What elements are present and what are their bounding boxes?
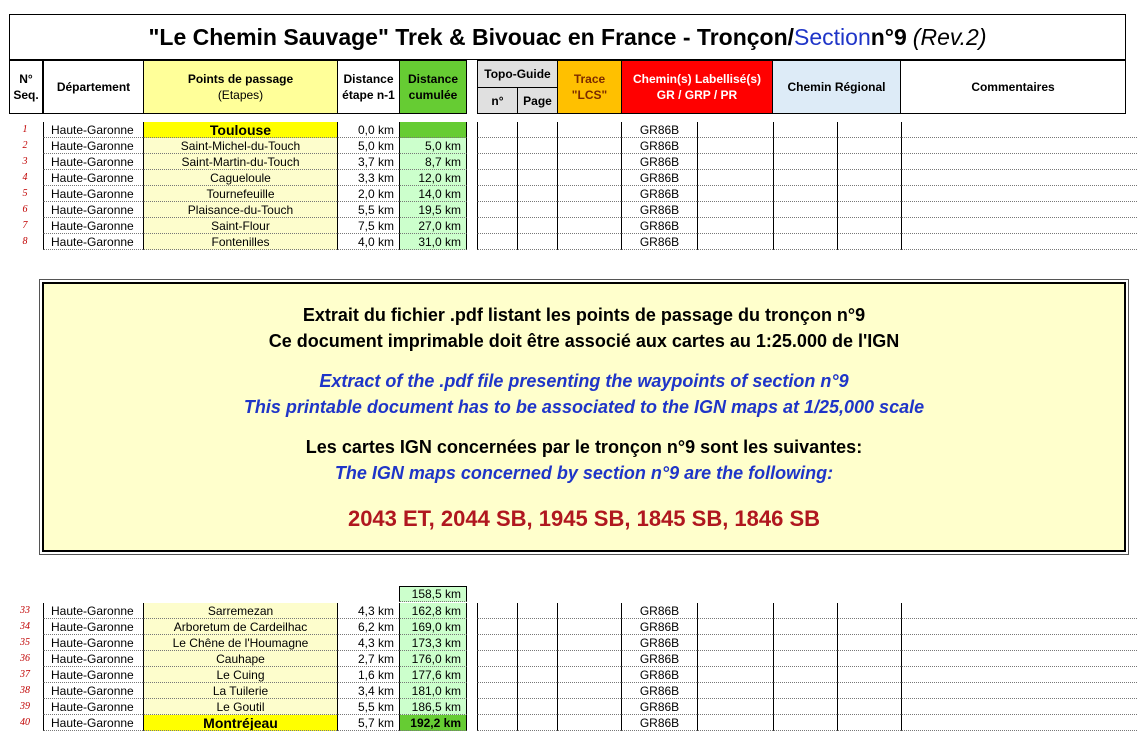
row-empty (837, 635, 901, 651)
row-empty (697, 234, 773, 250)
row-seq: 3 (22, 156, 28, 167)
row-chemin-labellise: GR86B (621, 170, 697, 186)
row-departement: Haute-Garonne (43, 122, 143, 138)
row-seq: 6 (22, 204, 28, 215)
row-topo-page (517, 619, 557, 635)
row-departement: Haute-Garonne (43, 715, 143, 731)
row-trace (557, 619, 621, 635)
row-distance-etape: 4,3 km (337, 603, 399, 619)
row-trace (557, 122, 621, 138)
row-chemin-regional (773, 170, 837, 186)
row-topo-number (477, 667, 517, 683)
row-chemin-labellise: GR86B (621, 651, 697, 667)
row-empty (697, 635, 773, 651)
row-chemin-regional (773, 122, 837, 138)
row-chemin-regional (773, 635, 837, 651)
row-chemin-regional (773, 715, 837, 731)
row-chemin-regional (773, 218, 837, 234)
row-chemin-labellise: GR86B (621, 619, 697, 635)
row-empty (697, 699, 773, 715)
row-departement: Haute-Garonne (43, 154, 143, 170)
panel-fr-line2: Ce document imprimable doit être associé aux cartes au 1:25.000 de l'IGN (268, 331, 900, 351)
row-empty (697, 186, 773, 202)
row-chemin-labellise: GR86B (621, 122, 697, 138)
header-chemin-regional: Chemin Régional (772, 60, 901, 114)
row-departement: Haute-Garonne (43, 202, 143, 218)
row-distance-etape: 2,0 km (337, 186, 399, 202)
header-distance-cumulee: Distance cumulée (399, 60, 467, 114)
panel-en-line2: This printable document has to be associated to the IGN maps at 1/25,000 scale (243, 397, 925, 417)
row-chemin-labellise: GR86B (621, 186, 697, 202)
row-distance-cumulee: 27,0 km (399, 218, 467, 234)
row-distance-etape: 5,0 km (337, 138, 399, 154)
row-seq: 5 (22, 188, 28, 199)
row-topo-number (477, 683, 517, 699)
row-departement: Haute-Garonne (43, 138, 143, 154)
row-commentaire (901, 715, 1137, 731)
row-point-de-passage: Saint-Martin-du-Touch (143, 154, 337, 170)
row-commentaire (901, 218, 1137, 234)
carry-over-cumul: 158,5 km (399, 586, 467, 602)
header-topo-guide: Topo-Guide (477, 60, 558, 88)
title-main: "Le Chemin Sauvage" Trek & Bivouac en France - Tronçon/ (148, 23, 795, 50)
row-topo-page (517, 699, 557, 715)
row-distance-cumulee: 8,7 km (399, 154, 467, 170)
header-chemins-labellises (621, 60, 773, 114)
row-distance-etape: 4,0 km (337, 234, 399, 250)
panel-en-line1: Extract of the .pdf file presenting the waypoints of section n°9 (319, 371, 849, 391)
row-distance-etape: 3,7 km (337, 154, 399, 170)
row-distance-etape: 3,3 km (337, 170, 399, 186)
row-chemin-regional (773, 603, 837, 619)
row-distance-etape: 6,2 km (337, 619, 399, 635)
row-commentaire (901, 154, 1137, 170)
row-distance-cumulee: 162,8 km (399, 603, 467, 619)
row-seq: 8 (22, 236, 28, 247)
row-empty (697, 122, 773, 138)
row-topo-number (477, 202, 517, 218)
row-trace (557, 715, 621, 731)
panel-fr-line3: Les cartes IGN concernées par le tronçon n°9 sont les suivantes: (305, 437, 863, 457)
row-chemin-labellise: GR86B (621, 699, 697, 715)
row-topo-page (517, 683, 557, 699)
row-topo-page (517, 603, 557, 619)
row-distance-cumulee: 173,3 km (399, 635, 467, 651)
row-point-de-passage: Cagueloule (143, 170, 337, 186)
row-seq: 34 (20, 621, 30, 632)
row-trace (557, 170, 621, 186)
row-topo-number (477, 603, 517, 619)
header-seq: N° Seq. (9, 60, 43, 114)
panel-en-line3: The IGN maps concerned by section n°9 are the following: (334, 463, 834, 483)
row-empty (837, 202, 901, 218)
row-distance-cumulee (399, 122, 467, 138)
row-commentaire (901, 667, 1137, 683)
row-chemin-labellise: GR86B (621, 218, 697, 234)
row-chemin-regional (773, 186, 837, 202)
row-distance-etape: 5,7 km (337, 715, 399, 731)
row-empty (837, 683, 901, 699)
row-distance-etape: 5,5 km (337, 202, 399, 218)
row-commentaire (901, 202, 1137, 218)
header-points (143, 60, 338, 114)
header-chemins-line1: Chemin(s) Labellisé(s) (632, 72, 762, 86)
row-distance-etape: 4,3 km (337, 635, 399, 651)
row-distance-etape: 3,4 km (337, 683, 399, 699)
row-distance-cumulee: 192,2 km (399, 715, 467, 731)
row-seq: 38 (20, 685, 30, 696)
row-trace (557, 667, 621, 683)
row-departement: Haute-Garonne (43, 186, 143, 202)
row-distance-cumulee: 19,5 km (399, 202, 467, 218)
row-commentaire (901, 683, 1137, 699)
row-topo-page (517, 234, 557, 250)
row-topo-page (517, 122, 557, 138)
header-trace-line2: "LCS" (571, 88, 608, 102)
row-seq: 35 (20, 637, 30, 648)
row-chemin-labellise: GR86B (621, 202, 697, 218)
row-point-de-passage: Toulouse (143, 122, 337, 138)
row-chemin-labellise: GR86B (621, 154, 697, 170)
row-empty (697, 651, 773, 667)
row-chemin-regional (773, 154, 837, 170)
row-seq: 39 (20, 701, 30, 712)
row-departement: Haute-Garonne (43, 651, 143, 667)
row-topo-page (517, 202, 557, 218)
row-departement: Haute-Garonne (43, 667, 143, 683)
row-distance-cumulee: 169,0 km (399, 619, 467, 635)
row-empty (837, 651, 901, 667)
row-commentaire (901, 234, 1137, 250)
row-empty (837, 154, 901, 170)
row-commentaire (901, 619, 1137, 635)
row-empty (837, 699, 901, 715)
page-title (9, 14, 1126, 60)
row-empty (837, 138, 901, 154)
row-point-de-passage: Le Cuing (143, 667, 337, 683)
row-topo-number (477, 186, 517, 202)
row-trace (557, 651, 621, 667)
row-departement: Haute-Garonne (43, 683, 143, 699)
row-topo-number (477, 715, 517, 731)
row-empty (837, 619, 901, 635)
row-distance-etape: 7,5 km (337, 218, 399, 234)
row-departement: Haute-Garonne (43, 619, 143, 635)
row-point-de-passage: Fontenilles (143, 234, 337, 250)
row-commentaire (901, 603, 1137, 619)
row-topo-number (477, 234, 517, 250)
info-panel (42, 282, 1126, 552)
row-empty (697, 603, 773, 619)
row-point-de-passage: Le Chêne de l'Houmagne (143, 635, 337, 651)
row-distance-etape: 5,5 km (337, 699, 399, 715)
row-empty (697, 683, 773, 699)
row-trace (557, 699, 621, 715)
row-distance-cumulee: 176,0 km (399, 651, 467, 667)
row-topo-number (477, 170, 517, 186)
row-topo-number (477, 635, 517, 651)
row-chemin-regional (773, 138, 837, 154)
row-chemin-labellise: GR86B (621, 635, 697, 651)
row-empty (697, 170, 773, 186)
row-point-de-passage: Saint-Flour (143, 218, 337, 234)
row-empty (837, 603, 901, 619)
row-seq: 4 (22, 172, 28, 183)
row-distance-etape: 2,7 km (337, 651, 399, 667)
row-seq: 40 (20, 717, 30, 728)
row-distance-cumulee: 12,0 km (399, 170, 467, 186)
header-trace (557, 60, 622, 114)
title-section-number: n°9 (870, 23, 907, 50)
row-topo-number (477, 138, 517, 154)
panel-ign-maps: 2043 ET, 2044 SB, 1945 SB, 1845 SB, 1846 SB (347, 506, 821, 531)
header-trace-line1: Trace (573, 72, 606, 86)
row-empty (697, 202, 773, 218)
row-chemin-labellise: GR86B (621, 234, 697, 250)
row-topo-number (477, 154, 517, 170)
row-seq: 2 (22, 140, 28, 151)
row-seq: 33 (20, 605, 30, 616)
row-trace (557, 154, 621, 170)
row-departement: Haute-Garonne (43, 699, 143, 715)
row-distance-etape: 0,0 km (337, 122, 399, 138)
row-point-de-passage: Cauhape (143, 651, 337, 667)
row-commentaire (901, 138, 1137, 154)
row-distance-cumulee: 31,0 km (399, 234, 467, 250)
row-chemin-regional (773, 234, 837, 250)
row-topo-page (517, 635, 557, 651)
row-topo-number (477, 122, 517, 138)
row-point-de-passage: La Tuilerie (143, 683, 337, 699)
header-distance-etape: Distance étape n-1 (337, 60, 400, 114)
row-commentaire (901, 122, 1137, 138)
row-topo-page (517, 170, 557, 186)
row-chemin-labellise: GR86B (621, 683, 697, 699)
row-topo-page (517, 218, 557, 234)
row-point-de-passage: Tournefeuille (143, 186, 337, 202)
row-commentaire (901, 651, 1137, 667)
row-trace (557, 218, 621, 234)
row-empty (697, 667, 773, 683)
row-departement: Haute-Garonne (43, 635, 143, 651)
row-topo-page (517, 667, 557, 683)
row-seq: 7 (22, 220, 28, 231)
row-distance-cumulee: 181,0 km (399, 683, 467, 699)
row-topo-number (477, 218, 517, 234)
header-commentaires: Commentaires (900, 60, 1126, 114)
row-point-de-passage: Le Goutil (143, 699, 337, 715)
header-topo-page: Page (517, 87, 558, 114)
row-distance-cumulee: 177,6 km (399, 667, 467, 683)
row-empty (837, 715, 901, 731)
row-chemin-regional (773, 667, 837, 683)
row-chemin-regional (773, 202, 837, 218)
row-trace (557, 186, 621, 202)
row-chemin-regional (773, 619, 837, 635)
row-distance-cumulee: 186,5 km (399, 699, 467, 715)
panel-fr-line1: Extrait du fichier .pdf listant les points de passage du tronçon n°9 (302, 305, 866, 325)
row-chemin-regional (773, 651, 837, 667)
header-chemins-line2: GR / GRP / PR (656, 88, 738, 102)
row-point-de-passage: Plaisance-du-Touch (143, 202, 337, 218)
row-topo-number (477, 619, 517, 635)
row-chemin-labellise: GR86B (621, 603, 697, 619)
row-trace (557, 635, 621, 651)
row-chemin-labellise: GR86B (621, 715, 697, 731)
row-departement: Haute-Garonne (43, 170, 143, 186)
row-commentaire (901, 635, 1137, 651)
row-empty (837, 122, 901, 138)
row-distance-cumulee: 14,0 km (399, 186, 467, 202)
row-departement: Haute-Garonne (43, 603, 143, 619)
row-empty (697, 218, 773, 234)
row-topo-page (517, 651, 557, 667)
row-empty (837, 218, 901, 234)
row-departement: Haute-Garonne (43, 218, 143, 234)
header-points-line2: (Etapes) (217, 88, 264, 102)
row-distance-etape: 1,6 km (337, 667, 399, 683)
row-topo-number (477, 651, 517, 667)
row-chemin-regional (773, 699, 837, 715)
row-distance-cumulee: 5,0 km (399, 138, 467, 154)
row-departement: Haute-Garonne (43, 234, 143, 250)
row-point-de-passage: Arboretum de Cardeilhac (143, 619, 337, 635)
row-seq: 1 (22, 124, 28, 135)
row-seq: 37 (20, 669, 30, 680)
row-chemin-labellise: GR86B (621, 667, 697, 683)
row-point-de-passage: Sarremezan (143, 603, 337, 619)
header-departement: Département (43, 60, 144, 114)
row-empty (697, 715, 773, 731)
row-empty (697, 619, 773, 635)
row-trace (557, 202, 621, 218)
row-empty (837, 667, 901, 683)
row-topo-page (517, 715, 557, 731)
row-trace (557, 683, 621, 699)
row-commentaire (901, 170, 1137, 186)
row-trace (557, 234, 621, 250)
row-topo-page (517, 186, 557, 202)
row-point-de-passage: Saint-Michel-du-Touch (143, 138, 337, 154)
row-topo-page (517, 138, 557, 154)
row-empty (697, 138, 773, 154)
row-commentaire (901, 186, 1137, 202)
row-topo-number (477, 699, 517, 715)
row-trace (557, 138, 621, 154)
row-empty (837, 234, 901, 250)
row-seq: 36 (20, 653, 30, 664)
row-trace (557, 603, 621, 619)
header-points-line1: Points de passage (187, 72, 294, 86)
row-empty (837, 170, 901, 186)
row-chemin-regional (773, 683, 837, 699)
row-point-de-passage: Montréjeau (143, 715, 337, 731)
row-chemin-labellise: GR86B (621, 138, 697, 154)
header-topo-number: n° (477, 87, 518, 114)
title-revision: (Rev.2) (912, 23, 987, 50)
title-section-word: Section (794, 23, 871, 50)
row-topo-page (517, 154, 557, 170)
row-empty (697, 154, 773, 170)
row-commentaire (901, 699, 1137, 715)
row-empty (837, 186, 901, 202)
